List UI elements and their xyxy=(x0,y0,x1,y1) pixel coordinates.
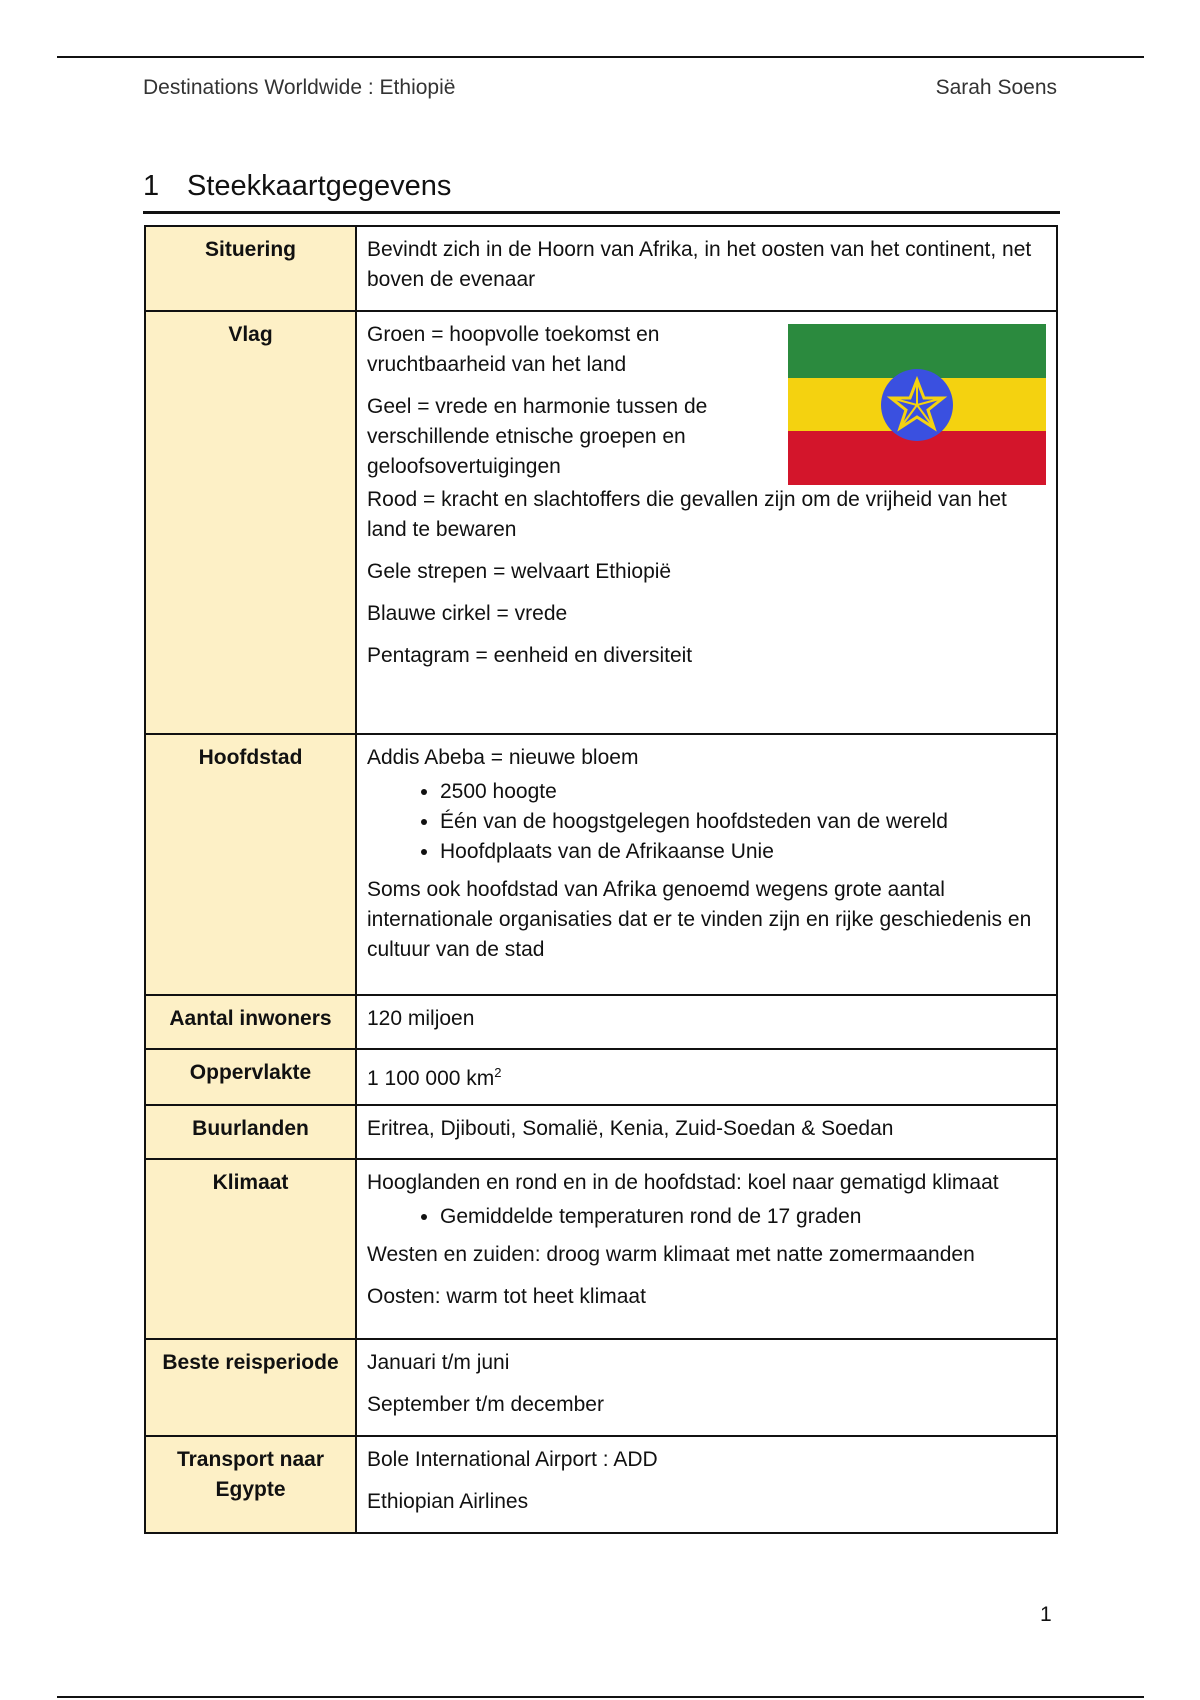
climate-east: Oosten: warm tot heet klimaat xyxy=(367,1285,646,1308)
value-buurlanden: Eritrea, Djibouti, Somalië, Kenia, Zuid-Soedan & Soedan xyxy=(356,1105,1057,1159)
value-klimaat xyxy=(356,1159,1057,1339)
transport-airport: Bole International Airport : ADD xyxy=(367,1448,658,1471)
value-vlag xyxy=(356,311,1057,734)
row-inwoners xyxy=(145,995,1057,1049)
flag-yellow-text: Geel = vrede en harmonie tussen de verschillende etnische groepen en geloofsovertuigingen xyxy=(367,395,708,478)
flag-green-text: Groen = hoopvolle toekomst en vruchtbaarheid van het land xyxy=(367,323,660,376)
row-klimaat xyxy=(145,1159,1057,1339)
row-reisperiode xyxy=(145,1339,1057,1436)
flag-circle-text: Blauwe cirkel = vrede xyxy=(367,602,568,625)
value-transport xyxy=(356,1436,1057,1533)
label-oppervlakte: Oppervlakte xyxy=(145,1049,356,1105)
header-title: Destinations Worldwide : Ethiopië xyxy=(143,76,456,99)
footer-rule xyxy=(57,1696,1144,1698)
row-hoofdstad xyxy=(145,734,1057,995)
label-buurlanden: Buurlanden xyxy=(145,1105,356,1159)
header-rule xyxy=(57,56,1144,58)
climate-west-south: Westen en zuiden: droog warm klimaat met natte zomermaanden xyxy=(367,1243,975,1266)
period-1: Januari t/m juni xyxy=(367,1351,510,1374)
transport-airline: Ethiopian Airlines xyxy=(367,1490,529,1513)
flag-pentagram-text: Pentagram = eenheid en diversiteit xyxy=(367,644,693,667)
value-situering: Bevindt zich in de Hoorn van Afrika, in het oosten van het continent, net boven de evenaar xyxy=(356,226,1057,311)
list-item: • Één van de hoogstgelegen hoofdsteden van de wereld xyxy=(440,807,1046,837)
list-item: • 2500 hoogte xyxy=(440,777,1046,807)
row-vlag xyxy=(145,311,1057,734)
label-klimaat: Klimaat xyxy=(145,1159,356,1339)
row-buurlanden xyxy=(145,1105,1057,1159)
section-title: Steekkaartgegevens xyxy=(187,170,452,202)
value-oppervlakte xyxy=(356,1049,1057,1105)
flag-block xyxy=(367,320,1046,485)
page-header xyxy=(143,76,1057,100)
area-unit-exponent: 2 xyxy=(494,1065,502,1080)
row-transport xyxy=(145,1436,1057,1533)
section-number: 1 xyxy=(143,170,160,202)
value-hoofdstad xyxy=(356,734,1057,995)
label-inwoners: Aantal inwoners xyxy=(145,995,356,1049)
row-oppervlakte xyxy=(145,1049,1057,1105)
climate-intro: Hooglanden en rond en in de hoofdstad: koel naar gematigd klimaat xyxy=(367,1171,999,1194)
value-inwoners: 120 miljoen xyxy=(356,995,1057,1049)
capital-list xyxy=(367,777,1046,867)
label-transport: Transport naar Egypte xyxy=(145,1436,356,1533)
page-number: 1 xyxy=(1040,1603,1052,1626)
period-2: September t/m december xyxy=(367,1393,604,1416)
list-item: • Hoofdplaats van de Afrikaanse Unie xyxy=(440,837,1046,867)
label-situering: Situering xyxy=(145,226,356,311)
capital-intro: Addis Abeba = nieuwe bloem xyxy=(367,746,639,769)
ethiopia-flag xyxy=(788,324,1046,485)
label-hoofdstad: Hoofdstad xyxy=(145,734,356,995)
list-item: • Gemiddelde temperaturen rond de 17 graden xyxy=(440,1202,1046,1232)
label-vlag: Vlag xyxy=(145,311,356,734)
value-reisperiode xyxy=(356,1339,1057,1436)
fact-table xyxy=(144,225,1058,1534)
label-reisperiode: Beste reisperiode xyxy=(145,1339,356,1436)
header-author: Sarah Soens xyxy=(935,76,1057,99)
flag-red-text: Rood = kracht en slachtoffers die gevallen zijn om de vrijheid van het land te bewaren xyxy=(367,488,1007,541)
area-value: 1 100 000 km xyxy=(367,1067,495,1090)
section-heading xyxy=(143,170,1060,214)
climate-list xyxy=(367,1202,1046,1232)
capital-outro: Soms ook hoofdstad van Afrika genoemd wegens grote aantal internationale organisaties dat er te vinden zijn en rijke geschiedenis en cultuur van de stad xyxy=(367,878,1032,961)
row-situering xyxy=(145,226,1057,311)
flag-stripes-text: Gele strepen = welvaart Ethiopië xyxy=(367,560,672,583)
